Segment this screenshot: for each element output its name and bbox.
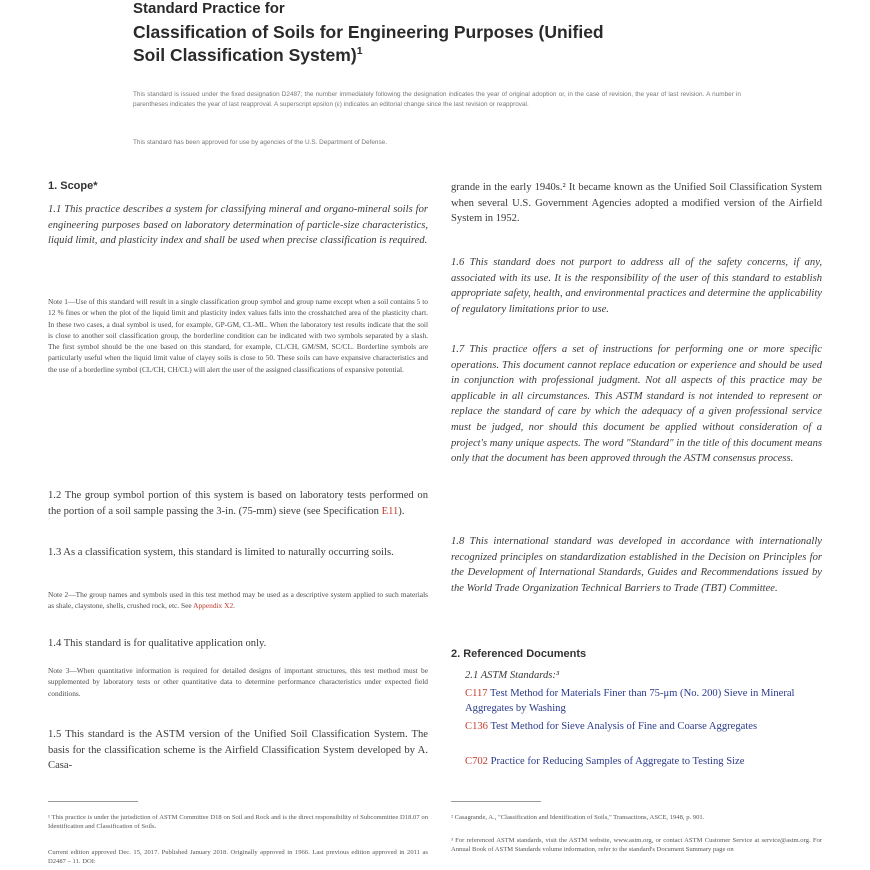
reference-item[interactable]: C136 Test Method for Sieve Analysis of Fine and Coarse Aggregates <box>465 721 758 732</box>
document-pretitle: Standard Practice for <box>133 0 285 17</box>
spec-e11-link[interactable]: E11 <box>381 505 399 517</box>
paragraph-1-4: 1.4 This standard is for qualitative application only. <box>48 638 267 649</box>
footnote-3: ³ For referenced ASTM standards, visit the ASTM website, www.astm.org, or contact ASTM Customer Service at service@astm.org. For Annual Book of ASTM Standards volume information, refer to the standard's Document Summary page on <box>451 837 822 854</box>
document-title-line2: Soil Classification System)$^1$ <box>133 45 363 65</box>
footnote-2: ² Casagrande, A., "Classification and Identification of Soils," Transactions, ASCE, 1948, p. 901. <box>451 814 705 821</box>
approval-note: This standard has been approved for use by agencies of the U.S. Department of Defense. <box>133 139 387 146</box>
reference-item[interactable]: C117 Test Method for Materials Finer than 75-μm (No. 200) Sieve in Mineral Aggregates by Washing <box>465 688 795 715</box>
reference-item[interactable]: C702 Practice for Reducing Samples of Aggregate to Testing Size <box>465 756 745 767</box>
footnote-edition: Current edition approved Dec. 15, 2017. Published January 2018. Originally approved in 1966. Last previous edition approved in 2011 as D2487 – 11. DOI: <box>48 849 428 866</box>
paragraph-1-6: 1.6 This standard does not purport to address all of the safety concerns, if any, associated with its use. It is the responsibility of the user of this standard to establish appropriate safety, health, and environmental practices and determine the applicability of regulatory limitations prior to use. <box>451 257 822 315</box>
scope-heading: 1. Scope* <box>48 180 98 192</box>
paragraph-1-8: 1.8 This international standard was developed in accordance with internationally recognized principles on standardization established in the Decision on Principles for the Development of International Standards, Guides and Recommendations issued by the World Trade Organization Technical Barriers to Trade (TBT) Committee. <box>451 536 822 594</box>
paragraph-1-5-continued: grande in the early 1940s.² It became known as the Unified Soil Classification System when several U.S. Government Agencies adopted a modified version of the Airfield System in 1952. <box>451 182 822 225</box>
title-footnote-marker: 1 <box>356 45 363 58</box>
footnote-divider-left <box>48 801 138 802</box>
referenced-documents-heading: 2. Referenced Documents <box>451 648 587 660</box>
designation-note: This standard is issued under the fixed designation D2487; the number immediately following the designation indicates the year of original adoption or, in the case of revision, the year of last revision. A number in parentheses indicates the year of last reapproval. A superscript epsilon (ε) indicates an editorial change since the last revision or reapproval. <box>133 91 741 108</box>
paragraph-1-2: 1.2 The group symbol portion of this system is based on laboratory tests performed on the portion of a soil sample passing the 3-in. (75-mm) sieve (see Specification E11). <box>48 490 428 517</box>
paragraph-1-5: 1.5 This standard is the ASTM version of the Unified Soil Classification System. The basis for the classification scheme is the Airfield Classification System developed by A. Casa- <box>48 729 428 772</box>
note-2: Note 2—The group names and symbols used in this test method may be used as a descriptive system applied to such materials as shale, claystone, shells, crushed rock, etc. See Appendix X2. <box>48 590 428 611</box>
footnote-1: ¹ This practice is under the jurisdiction of ASTM Committee D18 on Soil and Rock and is the direct responsibility of Subcommittee D18.07 on Identification and Classification of Soils. <box>48 814 428 831</box>
appendix-x2-link[interactable]: Appendix X2 <box>193 601 234 611</box>
paragraph-1-7: 1.7 This practice offers a set of instructions for performing one or more specific operations. This document cannot replace education or experience and should be used in conjunction with professional judgment. Not all aspects of this practice may be applicable in all circumstances. This ASTM standard is not intended to represent or replace the standard of care by which the adequacy of a given professional service must be judged, nor should this document be applied without consideration of a project's many unique aspects. The word "Standard" in the title of this document means only that the document has been approved through the ASTM consensus process. <box>451 344 822 465</box>
paragraph-1-1: 1.1 This practice describes a system for classifying mineral and organo-mineral soils for engineering purposes based on laboratory determination of particle-size characteristics, liquid limit, and plasticity index and shall be used when precise classification is required. <box>48 204 428 247</box>
note-3: Note 3—When quantitative information is required for detailed designs of important structures, this test method must be supplemented by laboratory tests or other quantitative data to determine performance characteristics under expected field conditions. <box>48 666 428 698</box>
astm-standards-subheading: 2.1 ASTM Standards:³ <box>465 670 560 681</box>
paragraph-1-3: 1.3 As a classification system, this standard is limited to naturally occurring soils. <box>48 547 394 558</box>
footnote-divider-right <box>451 801 541 802</box>
document-title-line1: Classification of Soils for Engineering Purposes (Unified <box>133 22 604 42</box>
note-1: Note 1—Use of this standard will result in a single classification group symbol and group name except when a soil contains 5 to 12 % fines or when the plot of the liquid limit and plasticity index values falls into the crosshatched area of the plasticity chart. In these two cases, a dual symbol is used, for example, GP-GM, CL-ML. When the laboratory test results indicate that the soil is close to another soil classification group, the borderline condition can be indicated with two symbols separated by a slash. The first symbol should be the one based on this standard, for example, CL/CH, GM/SM, SC/CL. Borderline symbols are particularly useful when the liquid limit value of clayey soils is close to 50. These soils can have expansive characteristics and the use of a borderline symbol (CL/CH, CH/CL) will alert the user of the assigned classifications of expansive potential. <box>48 297 428 374</box>
